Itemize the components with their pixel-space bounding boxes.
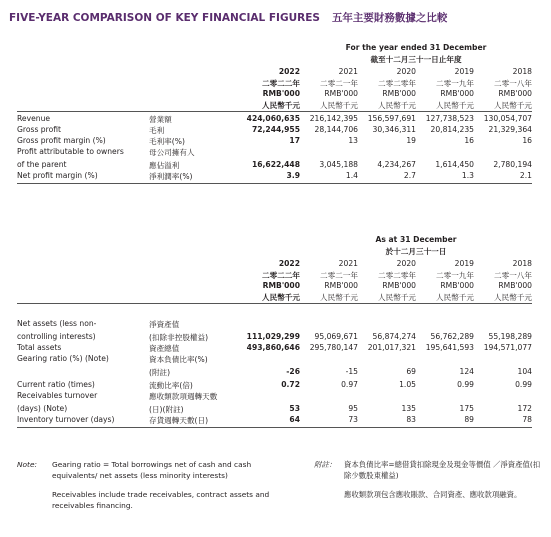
table-cell: 0.97 [341,380,358,389]
table-cell: 1,614,450 [435,160,474,169]
row-label-en: Revenue [17,114,51,123]
column-header-units-en: RMB'000 [324,89,358,98]
column-header-years-zh: 二零一八年 [494,79,532,88]
table-cell: 3.9 [286,171,300,180]
column-header-units-en: RMB'000 [382,89,416,98]
table-cell: 53 [289,404,300,413]
column-header-units-en: RMB'000 [324,281,358,290]
table-cell: 17 [289,136,300,145]
row-label-en: Net assets (less non- [17,319,97,328]
table-cell: 1.05 [399,380,416,389]
table-cell: 83 [406,415,416,424]
row-label-zh: 毛利 [149,126,165,135]
column-header-units-zh: 人民幣千元 [378,101,416,110]
table-cell: 0.72 [281,380,300,389]
table-cell: 0.99 [515,380,532,389]
table-cell: 16 [464,136,474,145]
column-header-units-en: RMB'000 [440,281,474,290]
row-label-zh: 淨資產值 [149,320,180,329]
column-header-years-zh: 二零一九年 [436,79,474,88]
table-rule [17,111,532,112]
table-cell: 78 [522,415,532,424]
period-heading-zh: 於十二月三十一日 [385,247,447,256]
row-label-zh: 資本負債比率(%) [149,355,208,364]
column-header-years-zh: 二零二零年 [378,271,416,280]
column-header-units-zh: 人民幣千元 [320,293,358,302]
column-header-units-zh: 人民幣千元 [378,293,416,302]
column-header-years: 2019 [454,67,474,76]
title-english: FIVE-YEAR COMPARISON OF KEY FINANCIAL FIGURES [9,12,320,24]
table-cell: 56,762,289 [430,332,474,341]
row-label-zh: (附註) [149,368,171,377]
column-header-years-zh: 二零一八年 [494,271,532,280]
table-cell: 72,244,955 [251,125,300,134]
column-header-years: 2019 [454,259,474,268]
table-cell: 175 [459,404,474,413]
table-cell: 4,234,267 [377,160,416,169]
page-title [9,10,447,25]
column-header-years: 2018 [512,259,532,268]
table-cell: 135 [401,404,416,413]
column-header-years: 2022 [278,259,300,268]
row-label-zh: 母公司擁有人 [149,148,195,157]
period-heading-en: For the year ended 31 December [345,43,487,52]
column-header-units-en: RMB'000 [498,89,532,98]
column-header-units-zh: 人民幣千元 [320,101,358,110]
table-cell: 21,329,364 [488,125,532,134]
table-cell: 89 [464,415,474,424]
title-chinese: 五年主要財務數據之比較 [331,12,448,24]
table-cell: 73 [348,415,358,424]
table-cell: 16,622,448 [251,160,300,169]
table-rule [17,183,532,184]
row-label-en: of the parent [17,160,67,169]
table-cell: 28,144,706 [314,125,358,134]
column-header-units-en: RMB'000 [498,281,532,290]
period-heading-en: As at 31 December [375,235,457,244]
table-cell: 16 [522,136,532,145]
table-cell: 111,029,299 [246,332,300,341]
table-cell: 95 [348,404,358,413]
column-header-years-zh: 二零二零年 [378,79,416,88]
note-receivables-zh: 應收類款項包含應收賬款、合同資產、應收款項融資。 [344,490,522,499]
table-cell: 124 [459,367,474,376]
table-cell: 201,017,321 [367,343,416,352]
column-header-units-zh: 人民幣千元 [436,293,474,302]
row-label-zh: 營業額 [149,115,172,124]
table-cell: -15 [345,367,358,376]
column-header-years-zh: 二零二二年 [262,271,300,280]
row-label-en: Profit attributable to owners [17,147,124,156]
row-label-zh: 存貨週轉天數(日) [149,416,209,425]
row-label-zh: 應收類款項週轉天數 [149,392,218,401]
row-label-en: Net profit margin (%) [17,171,98,180]
column-header-years-zh: 二零一九年 [436,271,474,280]
column-header-units-zh: 人民幣千元 [436,101,474,110]
column-header-units-zh: 人民幣千元 [262,101,300,110]
row-label-zh: (扣除非控股權益) [149,333,209,342]
row-label-en: Receivables turnover [17,391,98,400]
table-cell: 2.7 [403,171,416,180]
note-label-zh: 附註： [314,460,337,469]
row-label-zh: 毛利率(%) [149,137,185,146]
table-rule [17,303,532,304]
column-header-years-zh: 二零二一年 [320,271,358,280]
table-cell: 13 [348,136,358,145]
table-cell: 64 [289,415,300,424]
table-cell: -26 [286,367,300,376]
column-header-units-en: RMB'000 [382,281,416,290]
note-label-en: Note: [17,460,37,469]
row-label-en: Gross profit margin (%) [17,136,106,145]
table-cell: 424,060,635 [246,114,300,123]
row-label-en: Total assets [17,343,62,352]
table-cell: 19 [406,136,416,145]
table-cell: 194,571,077 [483,343,532,352]
table-cell: 56,874,274 [372,332,416,341]
row-label-en: Current ratio (times) [17,380,95,389]
column-header-units-en: RMB'000 [440,89,474,98]
table-cell: 1.4 [345,171,358,180]
note-gearing-zh: 資本負債比率=總借貸扣除現金及現金等價值 ／淨資產值(扣除少數股東權益) [344,460,541,480]
column-header-years: 2022 [278,67,300,76]
table-cell: 172 [517,404,532,413]
column-header-units-en: RMB'000 [262,281,300,290]
table-rule [17,427,532,428]
table-cell: 130,054,707 [483,114,532,123]
row-label-en: Inventory turnover (days) [17,415,115,424]
table-cell: 127,738,523 [425,114,474,123]
column-header-years-zh: 二零二一年 [320,79,358,88]
column-header-years: 2018 [512,67,532,76]
row-label-zh: 資產總值 [149,344,180,353]
table-cell: 2,780,194 [493,160,532,169]
column-header-units-zh: 人民幣千元 [494,101,532,110]
table-cell: 55,198,289 [488,332,532,341]
row-label-zh: 淨利潤率(%) [149,172,193,181]
column-header-years: 2020 [396,67,416,76]
table-cell: 30,346,311 [372,125,416,134]
table-cell: 2.1 [519,171,532,180]
row-label-zh: (日)(附註) [149,405,184,414]
table-cell: 156,597,691 [367,114,416,123]
column-header-units-zh: 人民幣千元 [262,293,300,302]
table-cell: 69 [406,367,416,376]
note-receivables-en: Receivables include trade receivables, contract assets and receivables financing. [52,490,270,510]
row-label-zh: 流動比率(倍) [149,381,193,390]
column-header-years-zh: 二零二二年 [262,79,300,88]
row-label-en: (days) (Note) [17,404,68,413]
note-gearing-en: Gearing ratio = Total borrowings net of cash and cash equivalents/ net assets (less minority interests) [52,460,252,480]
table-cell: 195,641,593 [425,343,474,352]
table-cell: 3,045,188 [319,160,358,169]
table-cell: 216,142,395 [309,114,358,123]
column-header-years: 2020 [396,259,416,268]
row-label-zh: 應佔溢利 [149,161,180,170]
table-cell: 104 [517,367,532,376]
column-header-units-en: RMB'000 [262,89,300,98]
column-header-years: 2021 [338,259,358,268]
row-label-en: controlling interests) [17,332,96,341]
table-cell: 493,860,646 [246,343,300,352]
row-label-en: Gearing ratio (%) (Note) [17,354,109,363]
table-cell: 295,780,147 [309,343,358,352]
row-label-en: Gross profit [17,125,61,134]
column-header-units-zh: 人民幣千元 [494,293,532,302]
period-heading-zh: 截至十二月三十一日止年度 [370,55,462,64]
table-cell: 20,814,235 [430,125,474,134]
table-cell: 95,069,671 [314,332,358,341]
column-header-years: 2021 [338,67,358,76]
table-cell: 1.3 [461,171,474,180]
table-cell: 0.99 [457,380,474,389]
